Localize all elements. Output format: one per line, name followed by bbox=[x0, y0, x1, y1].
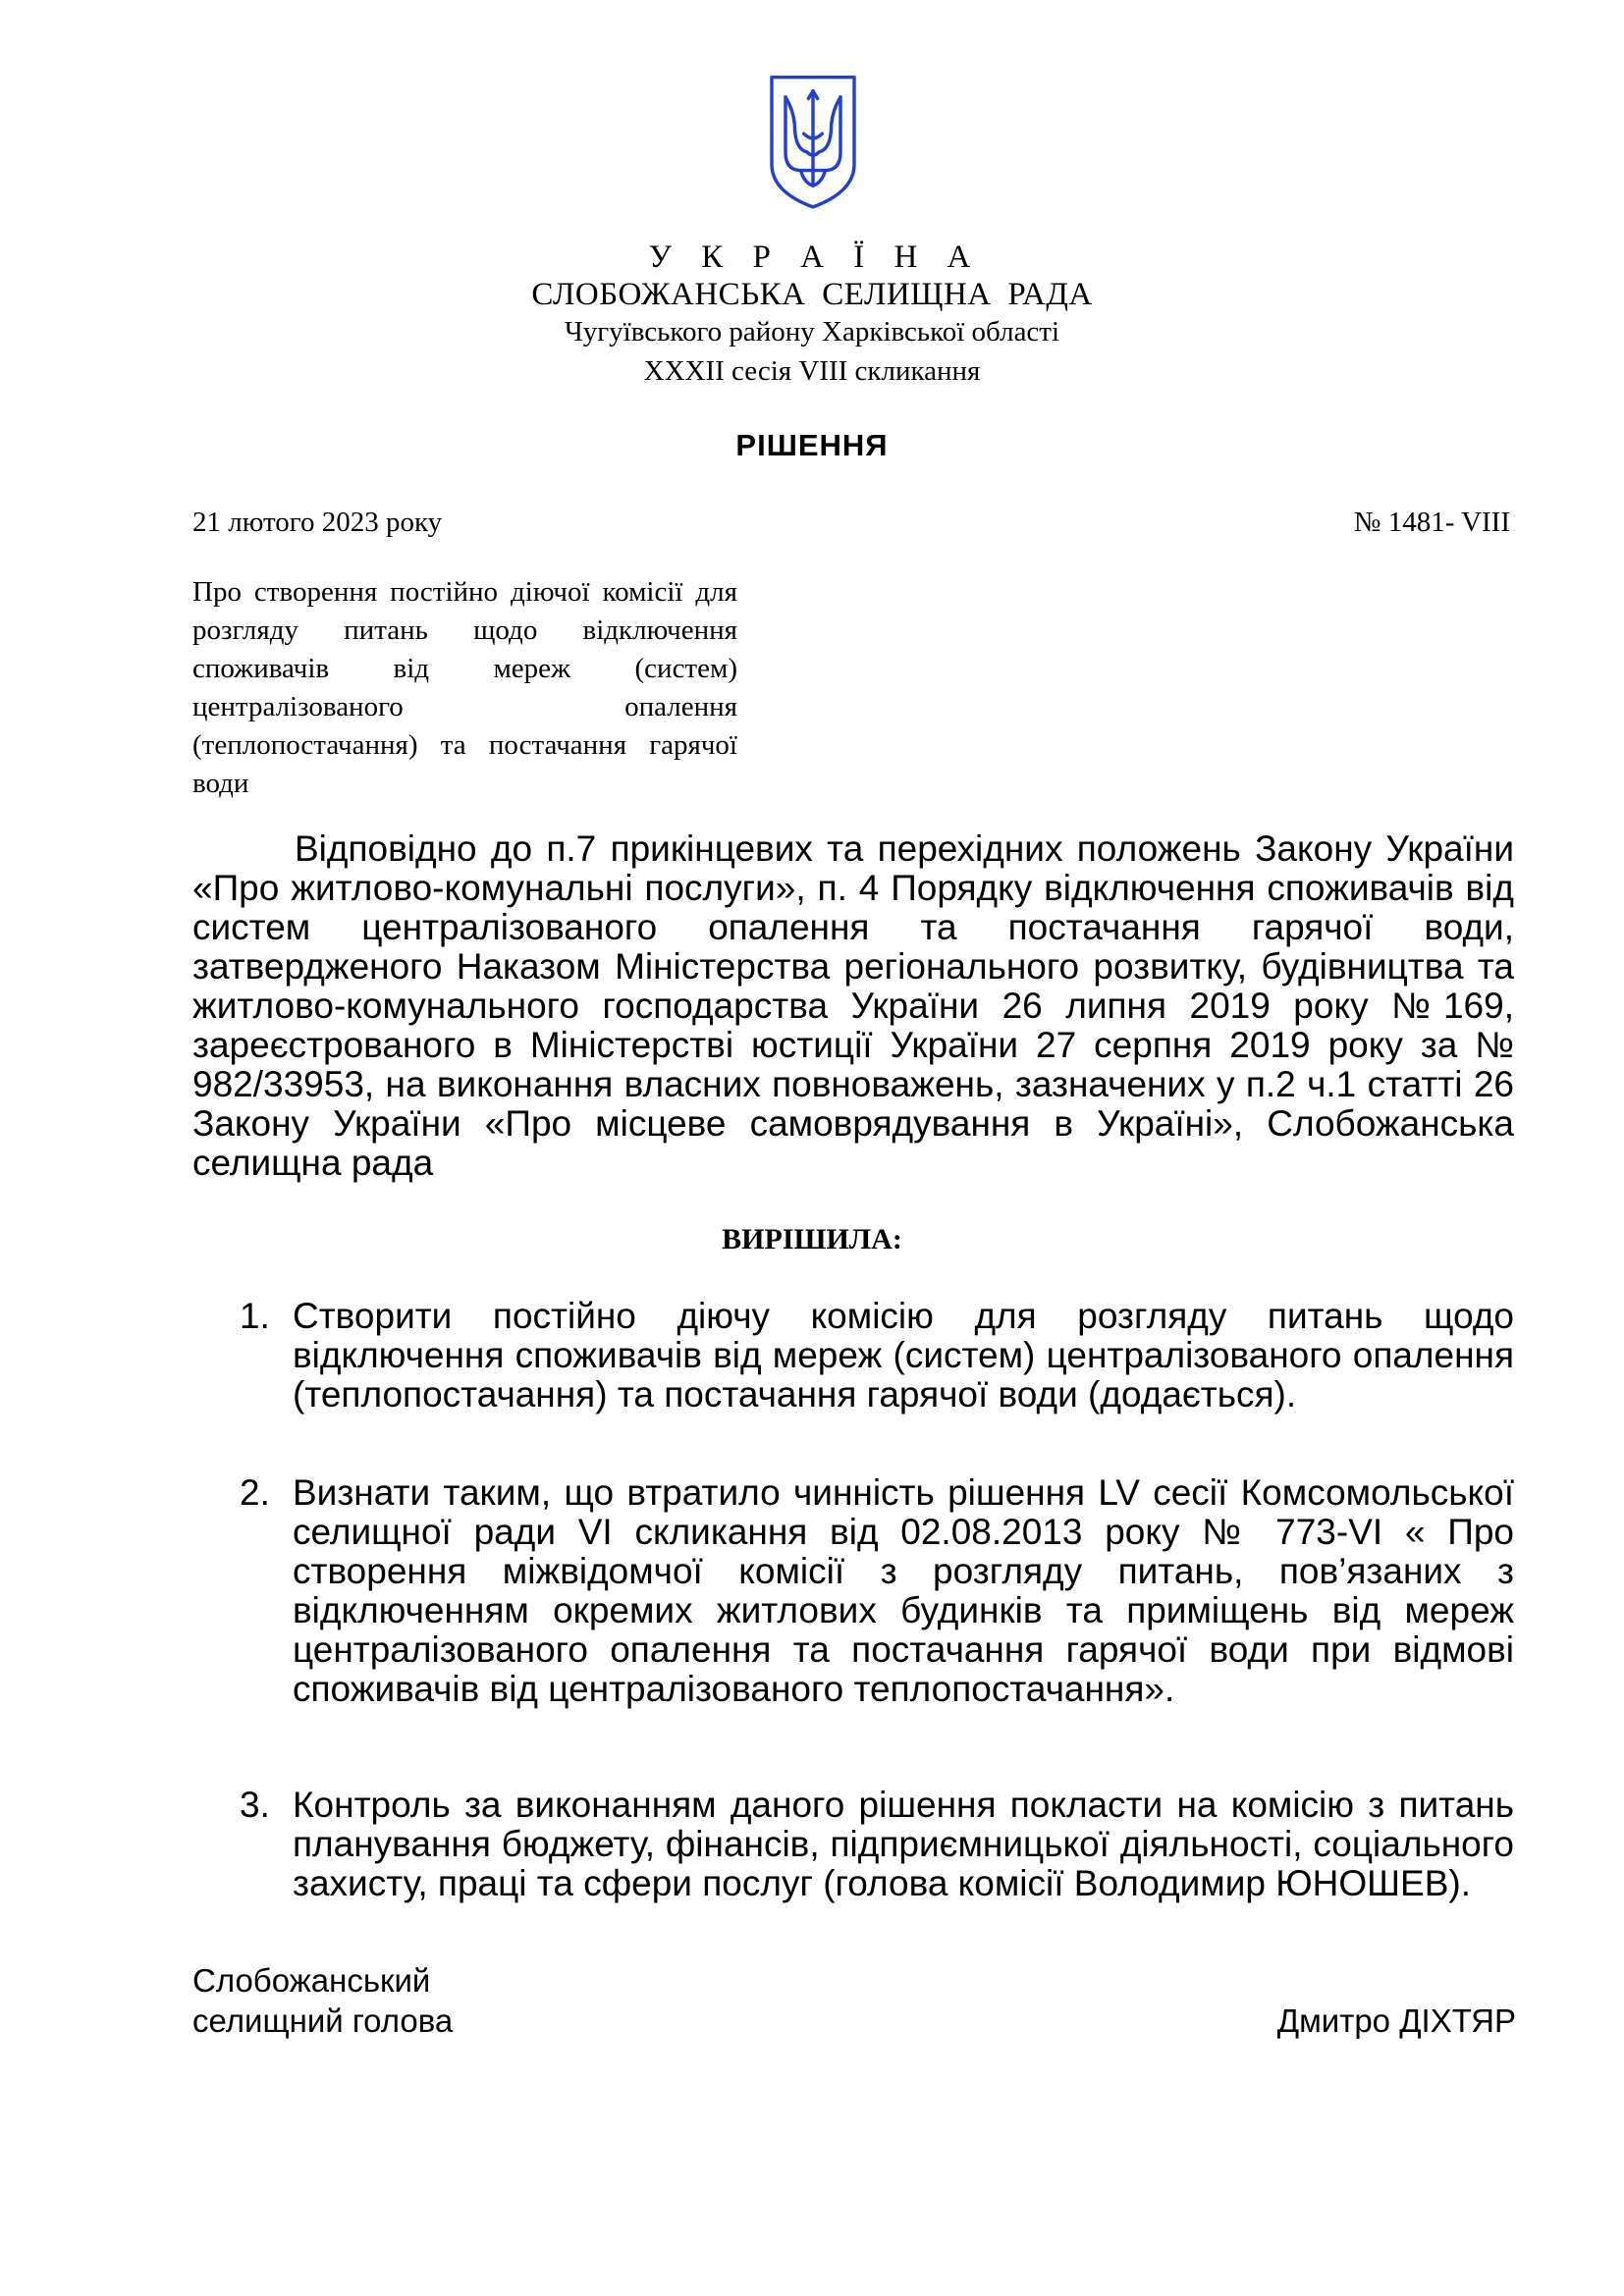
list-item-text: Контроль за виконанням даного рішення покласти на комісію з питань планування бюджету, фінансів, підприємницької діяльності, соціального захисту, праці та сфери послуг (голова комісії Володимир ЮНОШЕВ). bbox=[293, 1785, 1514, 1903]
decision-date: 21 лютого 2023 року bbox=[192, 507, 443, 538]
decision-number: № 1481- VIII bbox=[1353, 507, 1510, 538]
coat-of-arms-trident-icon bbox=[766, 73, 860, 210]
decision-subject: Про створення постійно діючої комісії для розгляду питань щодо відключення споживачів від мереж (систем) централізованого опалення (теплопостачання) та постачання гарячої води bbox=[192, 576, 737, 799]
district-heading: Чугуївського району Харківської області bbox=[564, 316, 1060, 347]
council-heading: СЛОБОЖАНСЬКА СЕЛИЩНА РАДА bbox=[531, 277, 1093, 312]
signatory-title-line2: селищний голова bbox=[192, 2002, 454, 2039]
country-heading: У К Р А Ї Н А bbox=[648, 240, 982, 275]
list-item-text: Визнати таким, що втратило чинність рішення LV сесії Комсомольської селищної ради VI скликання від 02.08.2013 року № 773-VI « Про створення міжвідомчої комісії з розгляду питань, пов’язаних з відключенням окремих житлових будинків та приміщень від мереж централізованого опалення та постачання гарячої води при відмові споживачів від централізованого теплопостачання». bbox=[293, 1472, 1514, 1709]
session-heading: XXXII сесія VIII скликання bbox=[643, 355, 981, 387]
decided-heading: ВИРІШИЛА: bbox=[722, 1223, 902, 1255]
list-item-text: Створити постійно діючу комісію для розгляду питань щодо відключення споживачів від мереж (систем) централізованого опалення (теплопостачання) та постачання гарячої води (додається). bbox=[293, 1296, 1514, 1415]
document-type-title: РІШЕННЯ bbox=[735, 428, 889, 462]
signatory-title-line1: Слобожанський bbox=[192, 1962, 431, 1999]
list-item-number: 3. bbox=[240, 1785, 270, 1825]
list-item-number: 2. bbox=[240, 1472, 270, 1513]
list-item-number: 1. bbox=[240, 1296, 270, 1336]
preamble-paragraph: Відповідно до п.7 прикінцевих та перехідних положень Закону України «Про житлово-комунальні послуги», п. 4 Порядку відключення споживачів від систем централізованого опалення та постачання гарячої води, затвердженого Наказом Міністерства регіонального розвитку, будівництва та житлово-комунального господарства України 26 липня 2019 року №169, зареєстрованого в Міністерстві юстиції України 27 серпня 2019 року за № 982/33953, на виконання власних повноважень, зазначених у п.2 ч.1 статті 26 Закону України «Про місцеве самоврядування в Україні», Слобожанська селищна рада bbox=[192, 828, 1514, 1183]
signatory-name: Дмитро ДІХТЯР bbox=[1276, 2002, 1516, 2039]
